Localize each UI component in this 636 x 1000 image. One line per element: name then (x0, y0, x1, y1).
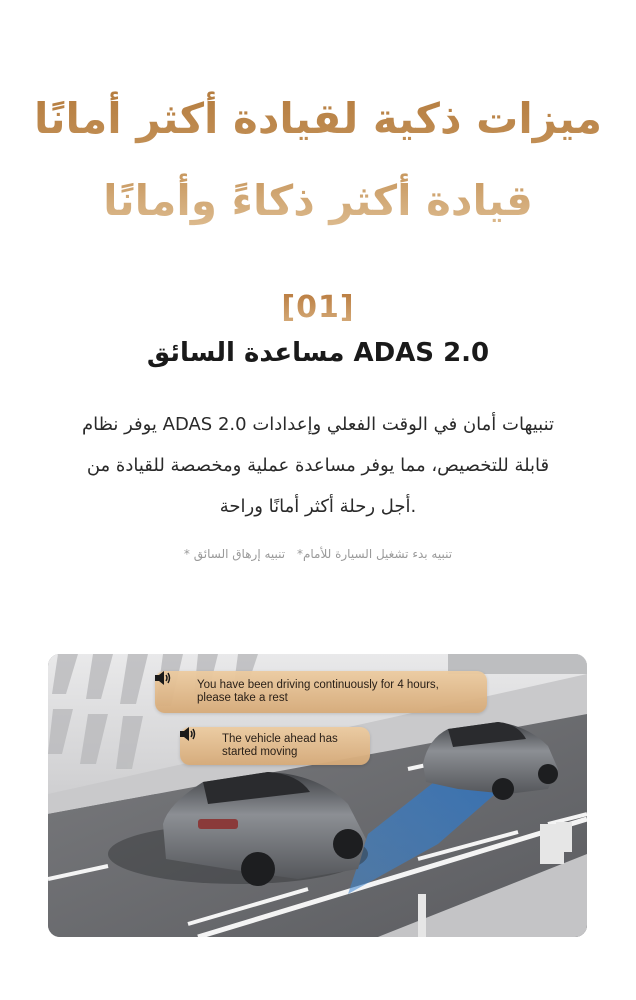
feature-footnotes (0, 547, 636, 561)
footnote-forward-start-alert: تنبيه بدء تشغيل السيارة للأمام* (296, 547, 453, 561)
description-line: قابلة للتخصيص، مما يوفر مساعدة عملية ومخصصة للقيادة من (86, 455, 550, 476)
hero-title-line-2: قيادة أكثر ذكاءً وأمانًا (103, 176, 533, 225)
section-number: [01] (0, 290, 636, 325)
description-line: تنبيهات أمان في الوقت الفعلي وإعدادات ADAS 2.0 يوفر نظام (81, 414, 555, 435)
section-title: ADAS 2.0 مساعدة السائق (146, 338, 490, 368)
hero-title (0, 78, 636, 242)
footnote-driver-fatigue-alert: تنبيه إرهاق السائق * (183, 547, 286, 561)
vehicle-ahead-alert-bubble (180, 727, 370, 765)
description-line: .أجل رحلة أكثر أمانًا وراحة (219, 496, 417, 517)
adas-scene-image (48, 654, 587, 937)
alert-text: The vehicle ahead has started moving (222, 733, 338, 758)
driver-fatigue-alert-bubble (155, 671, 487, 713)
section-description (70, 404, 566, 527)
alert-text: You have been driving continuously for 4 hours, please take a rest (197, 679, 439, 704)
hero-title-line-1: ميزات ذكية لقيادة أكثر أمانًا (33, 94, 603, 143)
